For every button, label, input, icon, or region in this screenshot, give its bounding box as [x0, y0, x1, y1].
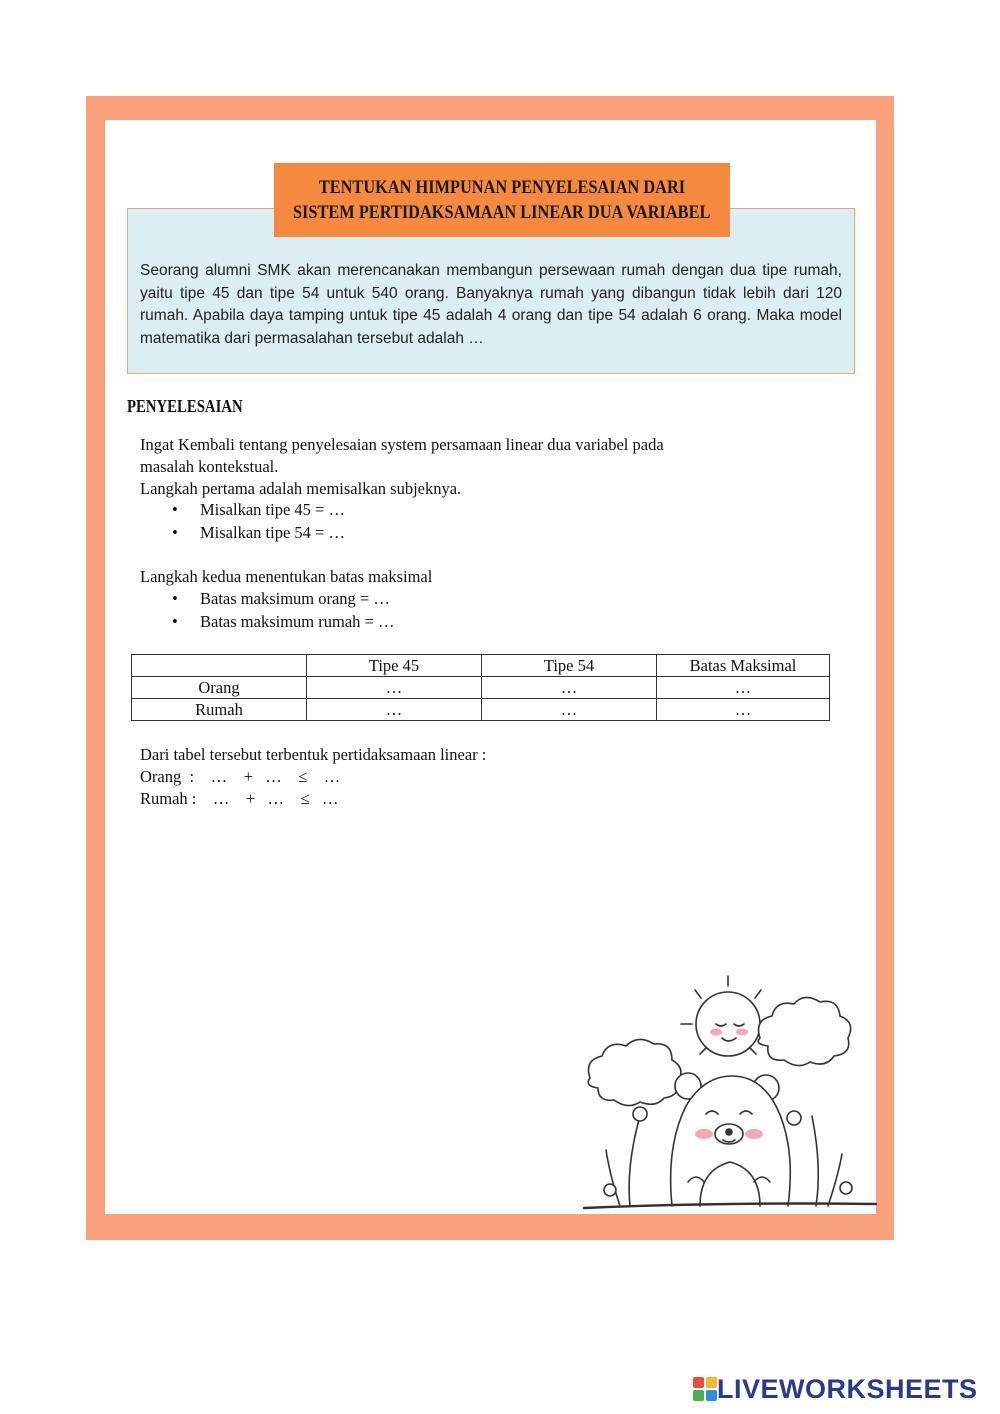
list-item: • Batas maksimum rumah = …	[140, 611, 394, 634]
bear-illustration	[580, 968, 880, 1216]
step-1-list	[140, 499, 345, 544]
step-2-list	[140, 588, 394, 633]
list-item: • Misalkan tipe 45 = …	[140, 499, 345, 522]
list-item: • Batas maksimum orang = …	[140, 588, 394, 611]
logo-icon	[693, 1377, 717, 1401]
bullet-icon: •	[172, 500, 178, 519]
table-cell: Orang	[132, 677, 307, 699]
constraint-table	[131, 654, 830, 721]
table-row	[132, 699, 830, 721]
sun-right-cheek	[736, 1029, 748, 1036]
bullet-icon: •	[172, 611, 178, 631]
bear-icon	[671, 1073, 791, 1206]
title-line-1: TENTUKAN HIMPUNAN PENYELESAIAN DARI	[318, 177, 686, 198]
intro-line-1: Ingat Kembali tentang penyelesaian system persamaan linear dua variabel pada	[140, 435, 664, 454]
step-1-text: Langkah pertama adalah memisalkan subjeknya.	[140, 479, 462, 498]
table-header-cell	[132, 655, 307, 677]
table-header-row	[132, 655, 830, 677]
section-heading: PENYELESAIAN	[127, 396, 243, 416]
inequality-rumah[interactable]: Rumah : … + … ≤ …	[140, 789, 339, 808]
table-cell: Rumah	[132, 699, 307, 721]
table-header-cell: Tipe 54	[482, 655, 657, 677]
table-cell[interactable]: …	[482, 677, 657, 699]
title-line-2: SISTEM PERTIDAKSAMAAN LINEAR DUA VARIABEL	[293, 202, 711, 223]
table-cell[interactable]: …	[482, 699, 657, 721]
title-banner	[274, 163, 730, 237]
table-header-cell: Batas Maksimal	[657, 655, 830, 677]
table-cell[interactable]: …	[657, 677, 830, 699]
bullet-icon: •	[172, 589, 178, 608]
right-cheek	[745, 1129, 763, 1139]
table-cell[interactable]: …	[307, 677, 482, 699]
table-cell[interactable]: …	[657, 699, 830, 721]
inequality-intro: Dari tabel tersebut terbentuk pertidaksamaan linear :	[140, 745, 487, 764]
left-cheek	[695, 1129, 713, 1139]
liveworksheets-logo[interactable]	[693, 1372, 978, 1406]
table-cell[interactable]: …	[307, 699, 482, 721]
table-row	[132, 677, 830, 699]
sun-left-cheek	[710, 1029, 722, 1036]
list-item: • Misalkan tipe 54 = …	[140, 522, 345, 545]
inequality-orang[interactable]: Orang : … + … ≤ …	[140, 767, 341, 786]
problem-text: Seorang alumni SMK akan merencanakan membangun persewaan rumah dengan dua tipe rumah, yaitu tipe 45 dan tipe 54 untuk 540 orang. Banyaknya rumah yang dibangun tidak lebih dari 120 rumah. Apabila daya tamping untuk tipe 45 adalah 4 orang dan tipe 54 adalah 6 orang. Maka model matematika dari permasalahan tersebut adalah …	[140, 262, 842, 347]
table-header-cell: Tipe 45	[307, 655, 482, 677]
intro-line-2: masalah kontekstual.	[140, 457, 279, 476]
logo-text: LIVEWORKSHEETS	[717, 1373, 978, 1404]
step-2-text: Langkah kedua menentukan batas maksimal	[140, 567, 433, 586]
bullet-icon: •	[172, 522, 178, 542]
